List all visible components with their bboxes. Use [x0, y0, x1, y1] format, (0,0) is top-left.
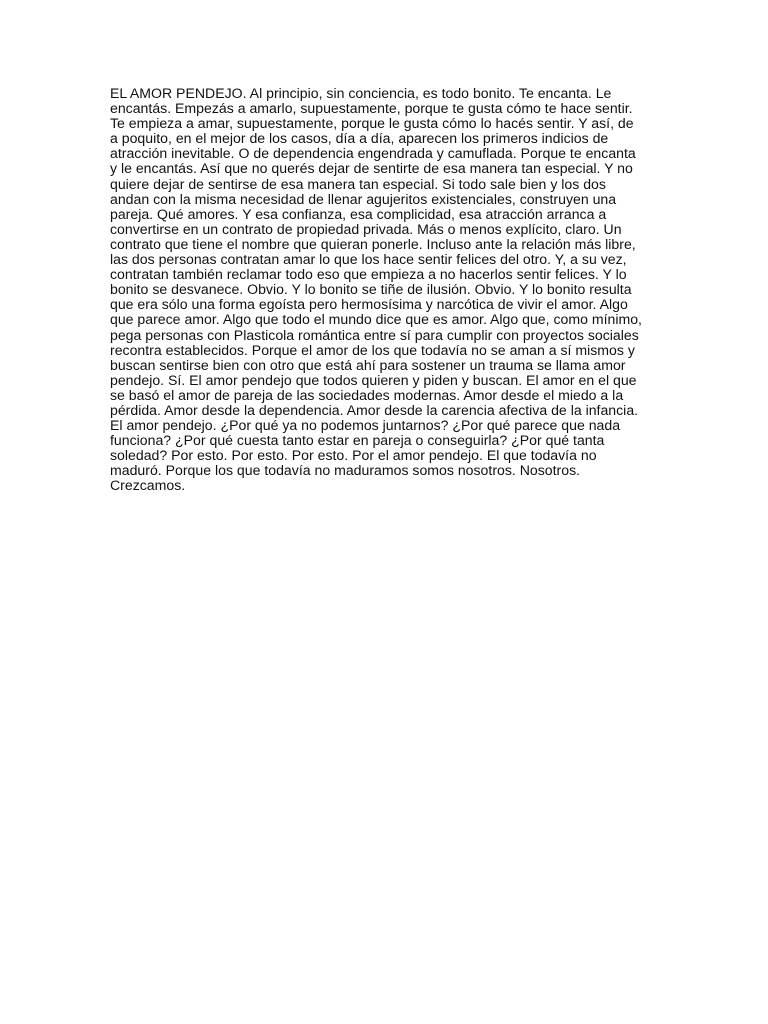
- body-paragraph: EL AMOR PENDEJO. Al principio, sin conciencia, es todo bonito. Te encanta. Le encantás. Empezás a amarlo, supuestamente, porque te gusta cómo te hace sentir. Te empieza a amar, supuestamente, porque le gusta cómo lo hacés sentir. Y así, de a poquito, en el mejor de los casos, día a día, aparecen los primeros indicios de atracción inevitable. O de dependencia engendrada y camuflada. Porque te encanta y le encantás. Así que no querés dejar de sentirte de esa manera tan especial. Y no quiere dejar de sentirse de esa manera tan especial. Si todo sale bien y los dos andan con la misma necesidad de llenar agujeritos existenciales, construyen una pareja. Qué amores. Y esa confianza, esa complicidad, esa atracción arranca a convertirse en un contrato de propiedad privada. Más o menos explícito, claro. Un contrato que tiene el nombre que quieran ponerle. Incluso ante la relación más libre, las dos personas contratan amar lo que los hace sentir felices del otro. Y, a su vez, contratan también reclamar todo eso que empieza a no hacerlos sentir felices. Y lo bonito se desvanece. Obvio. Y lo bonito se tiñe de ilusión. Obvio. Y lo bonito resulta que era sólo una forma egoísta pero hermosísima y narcótica de vivir el amor. Algo que parece amor. Algo que todo el mundo dice que es amor. Algo que, como mínimo, pega personas con Plasticola romántica entre sí para cumplir con proyectos sociales recontra establecidos. Porque el amor de los que todavía no se aman a sí mismos y buscan sentirse bien con otro que está ahí para sostener un trauma se llama amor pendejo. Sí. El amor pendejo que todos quieren y piden y buscan. El amor en el que se basó el amor de pareja de las sociedades modernas. Amor desde el miedo a la pérdida. Amor desde la dependencia. Amor desde la carencia afectiva de la infancia. El amor pendejo. ¿Por qué ya no podemos juntarnos? ¿Por qué parece que nada funciona? ¿Por qué cuesta tanto estar en pareja o conseguirla? ¿Por qué tanta soledad? Por esto. Por esto. Por esto. Por el amor pendejo. El que todavía no maduró. Porque los que todavía no maduramos somos nosotros. Nosotros. Crezcamos.: [110, 85, 642, 494]
